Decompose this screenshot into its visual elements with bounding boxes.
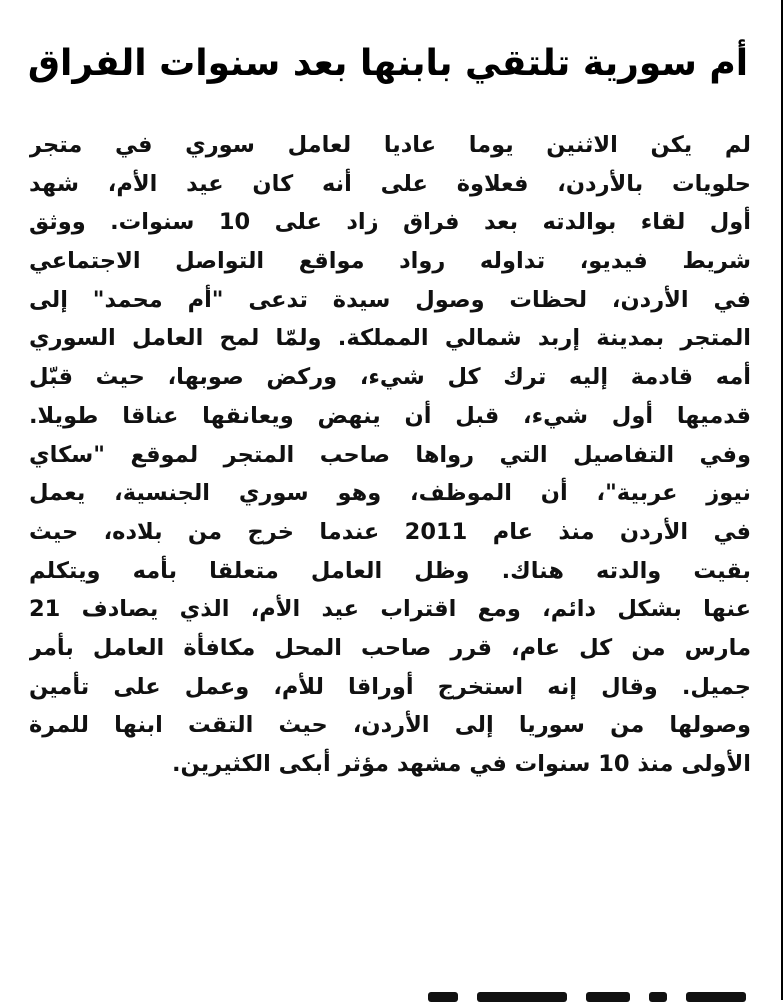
article-line: جميل. وقال إنه استخرج أوراقا للأم، وعمل على تأمين: [29, 673, 751, 700]
cropped-text-fragment: [649, 992, 667, 1002]
article-line: الأولى منذ 10 سنوات في مشهد مؤثر أبكى الكثيرين.: [171, 751, 751, 777]
article-line: في الأردن منذ عام 2011 عندما خرج من بلاده، حيث: [29, 518, 751, 545]
article-line: حلويات بالأردن، فعلاوة على أنه كان عيد الأم، شهد: [29, 170, 751, 197]
article-line: عنها بشكل دائم، ومع اقتراب عيد الأم، الذي يصادف 21: [29, 596, 751, 623]
article-line: أمه قادمة إليه ترك كل شيء، وركض صوبها، حيث قبّل: [29, 364, 751, 391]
article-line: في الأردن، لحظات وصول سيدة تدعى "أم محمد" إلى: [29, 286, 751, 313]
article-line: قدميها أول شيء، قبل أن ينهض ويعانقها عناقا طويلا.: [29, 402, 751, 429]
cropped-text-fragment: [686, 992, 746, 1002]
article-line: لم يكن الاثنين يوما عاديا لعامل سوري في متجر: [29, 132, 751, 158]
article-line: مارس من كل عام، قرر صاحب المحل مكافأة العامل بأمر: [29, 634, 751, 661]
article-headline: أم سورية تلتقي بابنها بعد سنوات الفراق: [27, 43, 749, 84]
article-line: نيوز عربية"، أن الموظف، وهو سوري الجنسية، يعمل: [29, 480, 751, 507]
cropped-text-fragment: [428, 992, 458, 1002]
article-line: شريط فيديو، تداوله رواد مواقع التواصل الاجتماعي: [29, 248, 751, 275]
cropped-text-fragment: [477, 992, 567, 1002]
article-body: [29, 126, 751, 784]
article-line: أول لقاء بوالدته بعد فراق زاد على 10 سنوات. ووثق: [29, 209, 751, 236]
cropped-next-line: [46, 992, 746, 1006]
article-line: المتجر بمدينة إربد شمالي المملكة. ولمّا لمح العامل السوري: [29, 325, 751, 352]
article-line: بقيت والدته هناك. وظل العامل متعلقا بأمه ويتكلم: [29, 557, 751, 584]
article-line: وصولها من سوريا إلى الأردن، حيث التقت ابنها للمرة: [29, 712, 751, 739]
cropped-text-fragment: [586, 992, 630, 1002]
article-line: وفي التفاصيل التي رواها صاحب المتجر لموقع "سكاي: [29, 441, 751, 468]
